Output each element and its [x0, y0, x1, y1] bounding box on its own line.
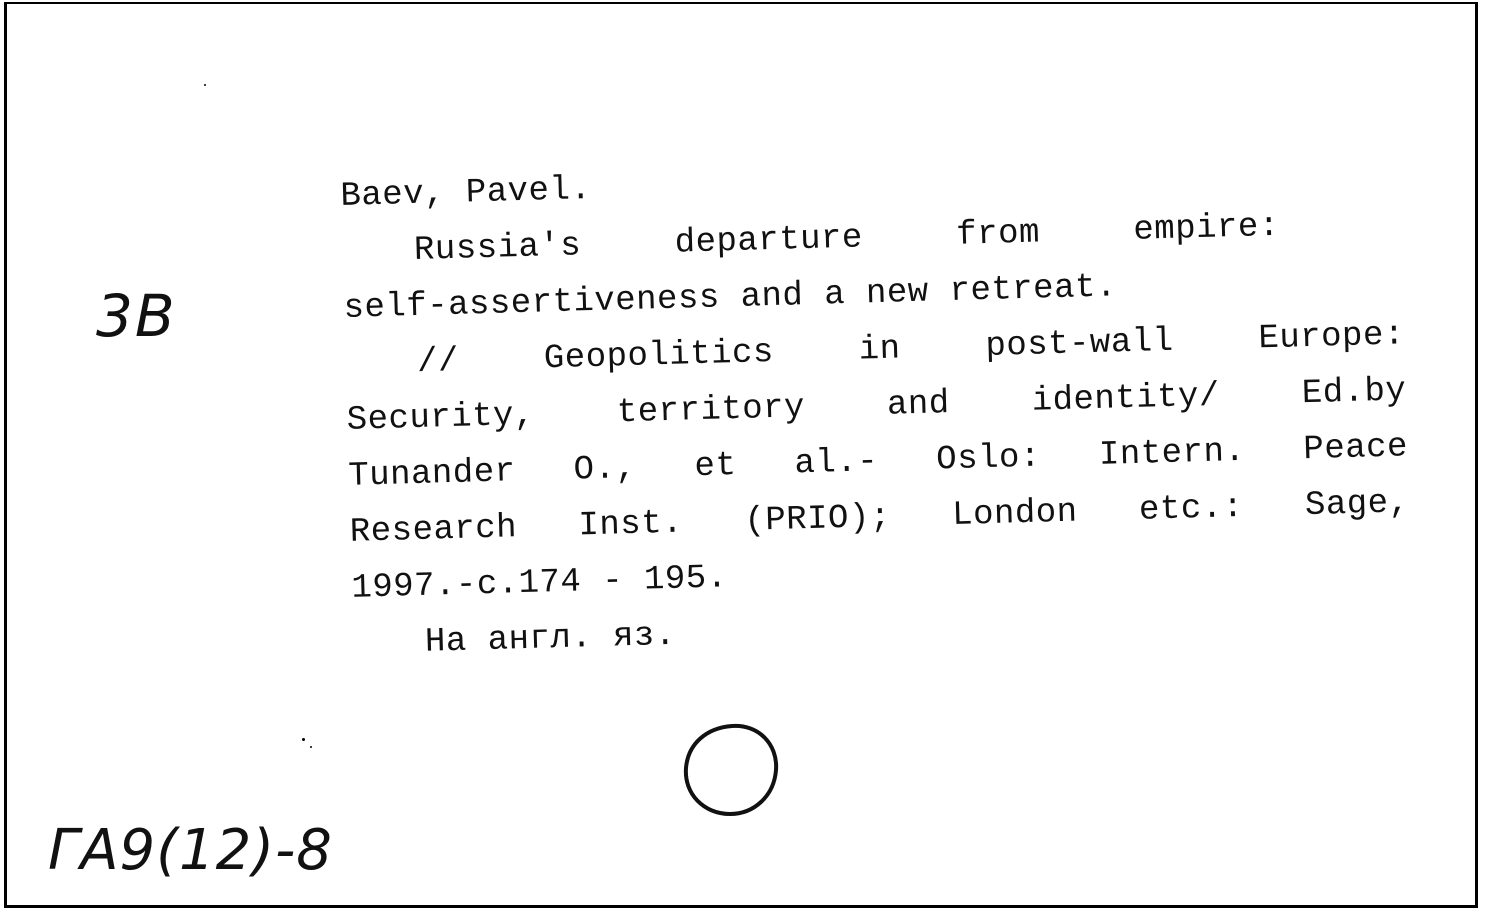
shelf-mark-handwritten: ГА9(12)-8 [48, 818, 333, 883]
language-note: На англ. яз. [424, 616, 677, 662]
word: Inst. [578, 504, 684, 546]
word: etc.: [1138, 488, 1245, 530]
word: // [416, 342, 460, 382]
word: from [955, 214, 1041, 255]
word: Tunander [347, 453, 517, 496]
word: al.- [794, 443, 879, 484]
word: Ed.by [1301, 372, 1407, 414]
speck-mark [310, 746, 312, 748]
word: Research [349, 509, 518, 552]
word: departure [674, 219, 864, 263]
section-code-handwritten: 3В [96, 282, 177, 350]
title-line-2: self-assertiveness and a new retreat. [343, 268, 1118, 328]
word: Oslo: [935, 438, 1042, 480]
word: O., [573, 449, 637, 490]
word: Intern. [1098, 432, 1246, 475]
punch-hole-icon [680, 720, 784, 820]
word: post-wall [984, 322, 1175, 367]
word: Sage, [1304, 484, 1411, 526]
speck-mark [302, 738, 305, 741]
word: empire: [1132, 207, 1281, 250]
word: Europe: [1257, 316, 1406, 359]
author-line: Baev, Pavel. [340, 170, 592, 216]
word: identity/ [1031, 377, 1221, 421]
word: London [951, 493, 1079, 536]
word: territory [616, 389, 806, 433]
word: and [886, 385, 951, 425]
speck-mark [204, 84, 206, 86]
word: et [694, 447, 737, 487]
word: Security, [346, 396, 536, 440]
word: in [858, 330, 902, 370]
source-line-5: 1997.-c.174 - 195. [350, 559, 729, 608]
word: Russia's [413, 227, 582, 270]
word: Peace [1302, 428, 1409, 470]
word: Geopolitics [543, 333, 775, 379]
word: (PRIO); [743, 498, 892, 541]
